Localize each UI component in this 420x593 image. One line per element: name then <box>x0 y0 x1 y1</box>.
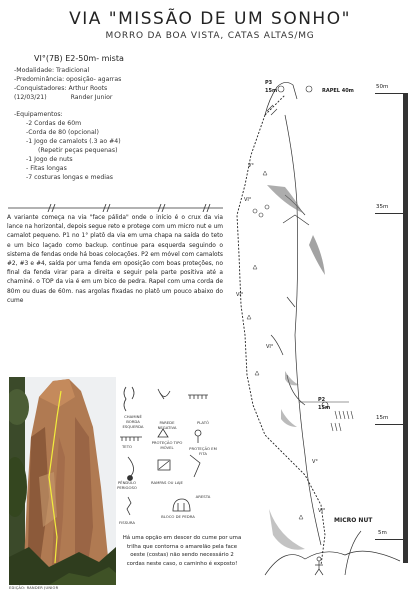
route-topo <box>225 75 405 590</box>
equipment-item: -2 Cordas de 60m <box>26 120 82 127</box>
cliff-photo <box>9 377 116 585</box>
legend-teto: TETO <box>121 444 133 449</box>
topo-p2: P2 <box>318 397 326 403</box>
scale-tick <box>375 93 408 94</box>
topo-p3: P3 <box>265 80 273 86</box>
topo-grade: VI° <box>236 292 244 298</box>
photo-credit: EDIÇÃO: RANDER JUNIOR <box>9 586 59 590</box>
descent-note: Há uma opção em descer do cume por uma trilha que contorna o amarelão pela face oeste (costas) não sendo necessário 2 cordas neste caso, o caminho é exposto! <box>122 535 242 567</box>
page-subtitle: MORRO DA BOA VISTA, CATAS ALTAS/MG <box>105 31 315 41</box>
topo-rapel: RAPEL 40m <box>322 88 354 94</box>
topo-micro-nut: MICRO NUT <box>334 517 373 524</box>
scale-label: 50m <box>376 84 389 90</box>
equipment-item: -7 costuras longas e medias <box>26 174 114 181</box>
scale-tick <box>375 424 408 425</box>
topo-grade: V° <box>248 163 254 169</box>
route-grade: VI°(7B) E2-50m- mista <box>34 54 124 63</box>
equipment-item: (Repetir peças pequenas) <box>38 147 118 154</box>
predominancia-text: -Predominância: oposição- agarras <box>14 76 122 83</box>
height-scale-bar <box>403 93 408 563</box>
topo-grade: V° <box>312 459 318 465</box>
route-info <box>14 66 184 102</box>
partner-name: Rander Junior <box>70 94 113 101</box>
equipment-item: - Fitas longas <box>26 165 67 172</box>
legend-fissura: FISSURA <box>119 520 135 525</box>
legend-bloco: BLOCO DE PEDRA <box>161 514 195 519</box>
topo-p3-height: 15m <box>265 88 278 94</box>
legend-aresta: ARESTA <box>195 494 211 499</box>
topo-p2-height: 15m <box>318 405 331 411</box>
topo-grade: VI° <box>318 508 326 514</box>
scale-label: 5m <box>378 530 387 536</box>
page-title: VIA "MISSÃO DE UM SONHO" <box>69 9 351 29</box>
scale-tick <box>375 213 408 214</box>
topo-grade: VI° <box>244 197 252 203</box>
equipment-list <box>14 110 184 182</box>
legend-pendulo: PÊNDULO PERIGOSO <box>117 480 137 490</box>
scale-label: 35m <box>376 204 389 210</box>
modalidade-text: -Modalidade: Tradicional <box>14 67 90 74</box>
equipment-item: -1 Jogo de nuts <box>26 156 73 163</box>
legend-rampas: RAMPAS OU LAJE <box>151 480 183 485</box>
legend-parede: PAREDE NEGATIVA <box>157 420 177 430</box>
legend-plato: PLATÔ <box>196 420 210 425</box>
equipment-item: -Corda de 80 (opcional) <box>26 129 99 136</box>
equipment-item: -1 Jogo de camalots (.3 ao #4) <box>26 138 121 145</box>
conquest-date: (12/03/21) <box>14 94 47 101</box>
scale-label: 15m <box>376 415 389 421</box>
conquistadores-text: -Conquistadores: Arthur Roots <box>14 85 108 92</box>
equipment-heading: -Equipamentos: <box>14 111 63 118</box>
topo-grade: VI° <box>266 344 274 350</box>
route-description: A variante começa na via "face pálida" onde o início é o crux da via lance na horizontal, depois segue reto e protege com um micro nut e um camalot pequeno. P1 no 1° platô da via em uma chapa na saída do teto e um bico laçado como backup. continue para esquerda seguindo o sistema de fendas onde há boas colocações. P2 em móvel com camalots #2, #3 e #4, saída por uma fenda em oposição com boas proteções, no final da fenda virar para a direita e seguir pela parte positiva até a chaminé. o TOP da via é em um bico de pedra. Rapel com uma corda de 80m ou duas de 60m. nas argolas fixadas no platô um pouco abaixo do cume <box>7 215 223 304</box>
conquest-date-line <box>14 93 184 102</box>
section-divider <box>8 204 223 212</box>
scale-tick <box>375 539 408 540</box>
legend-protecao-fita: PROTEÇÃO EM FITA <box>189 446 217 456</box>
legend-chamine: CHAMINÉ BORDA ESQUERDA <box>122 414 144 429</box>
legend-symbols <box>118 385 228 535</box>
legend-protecao-movel: PROTEÇÃO TIPO MÓVEL <box>151 440 183 450</box>
